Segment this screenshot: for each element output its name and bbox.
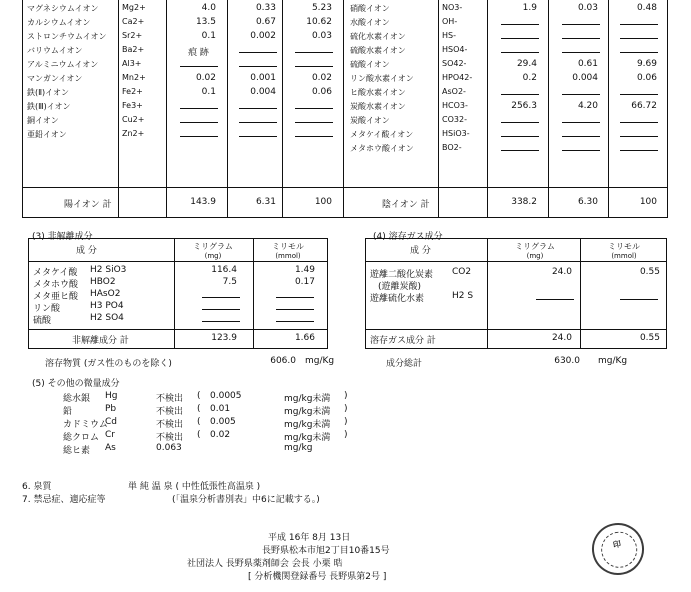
- cation-total-pct: 100: [314, 197, 332, 207]
- anion-mmol-5: 0.004: [572, 73, 598, 83]
- anion-pct-dash-8: [620, 122, 658, 123]
- section4-name-0: 遊離二酸化炭素: [370, 270, 434, 280]
- cation-mg-6: 0.1: [201, 87, 216, 97]
- anion-mg-dash-6: [501, 94, 539, 95]
- cation-name-3: バリウムイオン: [27, 46, 83, 55]
- anion-formula-8: CO32-: [442, 115, 467, 124]
- cation-total-mg: 143.9: [190, 197, 216, 207]
- section3-formula-0: H2 SiO3: [90, 265, 127, 275]
- cation-formula-5: Mn2+: [122, 73, 146, 82]
- anion-pct-0: 0.48: [636, 3, 657, 13]
- section5-formula-0: Hg: [105, 391, 118, 401]
- cation-pct-dash-7: [295, 108, 333, 109]
- section3-mmol-1: 0.17: [294, 277, 315, 287]
- anion-total-label: 陰イオン 計: [382, 200, 430, 210]
- section5-formula-3: Cr: [105, 430, 115, 440]
- cation-mg-1: 13.5: [195, 17, 216, 27]
- seal-text: 印: [612, 539, 622, 550]
- top-col-divider-1: [118, 0, 119, 218]
- anion-name-8: 炭酸イオン: [350, 116, 390, 125]
- section5-status-3: 不検出: [156, 433, 184, 443]
- section5-unit-3: mg/kg未満: [284, 433, 331, 443]
- anion-formula-3: HSO4-: [442, 45, 468, 54]
- anion-pct-dash-9: [620, 136, 658, 137]
- section5-limit-1: 0.01: [210, 404, 231, 414]
- section3-mmol-dash-4: [276, 321, 314, 322]
- cation-pct-5: 0.02: [311, 73, 332, 83]
- section5-limit-2: 0.005: [210, 417, 236, 427]
- section3-name-2: メタ亜ヒ酸: [33, 292, 79, 302]
- anion-pct-7: 66.72: [631, 101, 657, 111]
- anion-formula-7: HCO3-: [442, 101, 468, 110]
- cation-mg-0: 4.0: [201, 3, 216, 13]
- cation-formula-9: Zn2+: [122, 129, 145, 138]
- anion-mmol-7: 4.20: [577, 101, 598, 111]
- anion-pct-dash-2: [620, 38, 658, 39]
- anion-mg-4: 29.4: [516, 59, 537, 69]
- cation-name-8: 銅イオン: [27, 116, 59, 125]
- anion-mmol-4: 0.61: [577, 59, 598, 69]
- section3-formula-3: H3 PO4: [90, 301, 124, 311]
- anion-formula-5: HPO42-: [442, 73, 473, 82]
- anion-name-6: ヒ酸水素イオン: [350, 88, 406, 97]
- cation-pct-6: 0.06: [311, 87, 332, 97]
- cation-pct-1: 10.62: [306, 17, 332, 27]
- section3-total-mmol: 1.66: [294, 333, 315, 343]
- cation-pct-dash-8: [295, 122, 333, 123]
- section3-mg-dash-3: [202, 309, 240, 310]
- section5-open-0: (: [197, 391, 201, 401]
- top-col-divider-3: [227, 0, 228, 218]
- section4-total-line: [365, 329, 667, 330]
- cation-mg-5: 0.02: [195, 73, 216, 83]
- cation-name-7: 鉄(Ⅲ)イオン: [27, 102, 71, 111]
- cation-mg-3: 痕 跡: [188, 48, 209, 58]
- cation-mmol-0: 0.33: [255, 3, 276, 13]
- section3-mg-dash-2: [202, 297, 240, 298]
- cation-mmol-dash-9: [239, 136, 277, 137]
- section5-name-2: カドミウム: [63, 420, 108, 430]
- anion-name-7: 炭酸水素イオン: [350, 102, 406, 111]
- section4-col-divider-1: [487, 238, 488, 349]
- section3-col-divider-2: [253, 238, 254, 349]
- anion-name-3: 硫酸水素イオン: [350, 46, 406, 55]
- anion-mmol-0: 0.03: [577, 3, 598, 13]
- anion-name-10: メタホウ酸イオン: [350, 144, 414, 153]
- cation-mg-dash-7: [180, 108, 218, 109]
- section5-open-1: (: [197, 404, 201, 414]
- item7-value: (「温泉分析書別表」中6に記載する。): [172, 495, 320, 505]
- section4-total-mg: 24.0: [551, 333, 572, 343]
- section3-formula-4: H2 SO4: [90, 313, 124, 323]
- cation-mmol-dash-4: [239, 66, 277, 67]
- overall-unit: mg/Kg: [598, 356, 628, 366]
- section4-mg-dash-1: [536, 299, 574, 300]
- top-col-divider-8: [608, 0, 609, 218]
- top-table-left-border: [22, 0, 23, 218]
- cation-pct-dash-9: [295, 136, 333, 137]
- cation-mmol-5: 0.001: [250, 73, 276, 83]
- cation-mg-dash-4: [180, 66, 218, 67]
- overall-value: 630.0: [554, 356, 580, 366]
- cation-formula-0: Mg2+: [122, 3, 146, 12]
- anion-mg-dash-10: [501, 150, 539, 151]
- item6-label: 6. 泉質: [22, 482, 52, 492]
- section4-formula-0: CO2: [452, 267, 472, 277]
- cation-formula-3: Ba2+: [122, 45, 145, 54]
- official-seal: [587, 518, 649, 580]
- cation-formula-1: Ca2+: [122, 17, 145, 26]
- section3-total-mg: 123.9: [211, 333, 237, 343]
- section3-total-label: 非解離成分 計: [72, 336, 129, 346]
- section3-formula-1: HBO2: [90, 277, 116, 287]
- anion-name-0: 硝酸イオン: [350, 4, 390, 13]
- anion-formula-9: HSiO3-: [442, 129, 470, 138]
- section4-header-mg: ミリグラム: [515, 242, 555, 251]
- section4-sub-0: (遊離炭酸): [378, 282, 422, 292]
- registration-number: [ 分析機関登録番号 長野県第2号 ]: [248, 572, 387, 582]
- section3-mg-0: 116.4: [211, 265, 237, 275]
- cation-formula-4: Al3+: [122, 59, 142, 68]
- anion-mmol-dash-2: [562, 38, 600, 39]
- top-col-divider-6: [487, 0, 488, 218]
- section5-unit-2: mg/kg未満: [284, 420, 331, 430]
- section3-mmol-0: 1.49: [294, 265, 315, 275]
- anion-pct-5: 0.06: [636, 73, 657, 83]
- section5-limit-3: 0.02: [210, 430, 231, 440]
- section5-name-4: 総ヒ素: [63, 446, 91, 456]
- cation-mg-dash-9: [180, 136, 218, 137]
- section4-mmol-0: 0.55: [639, 267, 660, 277]
- section3-mmol-dash-2: [276, 297, 314, 298]
- organization: 社団法人 長野県薬剤師会 会長 小栗 晧: [187, 559, 343, 569]
- section4-name-1: 遊離硫化水素: [370, 294, 425, 304]
- anion-formula-0: NO3-: [442, 3, 463, 12]
- cation-formula-7: Fe3+: [122, 101, 143, 110]
- cation-mmol-6: 0.004: [250, 87, 276, 97]
- section3-header-mg: ミリグラム: [193, 242, 233, 251]
- cation-mmol-dash-7: [239, 108, 277, 109]
- section4-mg-0: 24.0: [551, 267, 572, 277]
- cation-name-5: マンガンイオン: [27, 74, 83, 83]
- anion-mmol-dash-9: [562, 136, 600, 137]
- anion-mg-dash-9: [501, 136, 539, 137]
- section5-limit-0: 0.0005: [210, 391, 242, 401]
- cation-name-9: 亜鉛イオン: [27, 130, 67, 139]
- section4-title: (4) 溶存ガス成分: [373, 232, 443, 242]
- anion-pct-dash-3: [620, 52, 658, 53]
- anion-pct-dash-10: [620, 150, 658, 151]
- anion-total-mg: 338.2: [511, 197, 537, 207]
- cation-formula-2: Sr2+: [122, 31, 143, 40]
- cation-name-4: アルミニウムイオン: [27, 60, 99, 69]
- section3-name-1: メタホウ酸: [33, 280, 79, 290]
- section5-status-4: 0.063: [156, 443, 182, 453]
- cation-formula-6: Fe2+: [122, 87, 143, 96]
- section5-name-1: 鉛: [63, 407, 73, 417]
- top-table-middle-border: [343, 0, 344, 218]
- anion-mg-dash-3: [501, 52, 539, 53]
- anion-mmol-dash-10: [562, 150, 600, 151]
- anion-total-mmol: 6.30: [577, 197, 598, 207]
- section4-header-line: [365, 261, 667, 262]
- cation-mmol-2: 0.002: [250, 31, 276, 41]
- anion-pct-dash-1: [620, 24, 658, 25]
- section5-formula-2: Cd: [105, 417, 117, 427]
- section3-col-divider-1: [174, 238, 175, 349]
- cation-formula-8: Cu2+: [122, 115, 145, 124]
- anion-name-2: 硫化水素イオン: [350, 32, 406, 41]
- anion-pct-4: 9.69: [636, 59, 657, 69]
- section5-close-1: ): [344, 404, 348, 414]
- top-col-divider-2: [166, 0, 167, 218]
- cation-name-6: 鉄(Ⅱ)イオン: [27, 88, 69, 97]
- section3-header-component: 成 分: [76, 246, 97, 256]
- anion-formula-6: AsO2-: [442, 87, 466, 96]
- cation-mmol-dash-8: [239, 122, 277, 123]
- anion-mmol-dash-1: [562, 24, 600, 25]
- anion-mg-dash-1: [501, 24, 539, 25]
- section5-status-0: 不検出: [156, 394, 184, 404]
- cation-mg-2: 0.1: [201, 31, 216, 41]
- cation-mg-dash-8: [180, 122, 218, 123]
- anion-name-9: メタケイ酸イオン: [350, 130, 414, 139]
- anion-mg-5: 0.2: [522, 73, 537, 83]
- anion-formula-10: BO2-: [442, 143, 462, 152]
- section5-close-0: ): [344, 391, 348, 401]
- section5-unit-1: mg/kg未満: [284, 407, 331, 417]
- anion-mmol-dash-6: [562, 94, 600, 95]
- section4-col-divider-2: [580, 238, 581, 349]
- section5-status-2: 不検出: [156, 420, 184, 430]
- dissolved-value: 606.0: [270, 356, 296, 366]
- anion-name-1: 水酸イオン: [350, 18, 390, 27]
- dissolved-label: 溶存物質 (ガス性のものを除く): [45, 359, 172, 369]
- section5-unit-4: mg/kg: [284, 443, 313, 453]
- anion-mg-7: 256.3: [511, 101, 537, 111]
- section5-status-1: 不検出: [156, 407, 184, 417]
- section4-header-mmol-unit: (mmol): [611, 252, 637, 260]
- section3-header-mg-unit: (mg): [204, 252, 222, 260]
- anion-total-pct: 100: [639, 197, 657, 207]
- section3-mg-dash-4: [202, 321, 240, 322]
- section3-formula-2: HAsO2: [90, 289, 121, 299]
- section4-header-mg-unit: (mg): [526, 252, 544, 260]
- section3-total-line: [28, 329, 328, 330]
- section3-header-mmol-unit: (mmol): [275, 252, 301, 260]
- anion-name-5: リン酸水素イオン: [350, 74, 414, 83]
- issue-date: 平成 16年 8月 13日: [268, 533, 351, 543]
- overall-label: 成分総計: [386, 359, 423, 369]
- section5-unit-0: mg/kg未満: [284, 394, 331, 404]
- anion-name-4: 硫酸イオン: [350, 60, 390, 69]
- section4-header-mmol: ミリモル: [608, 242, 640, 251]
- cation-pct-dash-4: [295, 66, 333, 67]
- section5-formula-4: As: [105, 443, 116, 453]
- address: 長野県松本市旭2丁目10番15号: [262, 546, 390, 556]
- section5-formula-1: Pb: [105, 404, 117, 414]
- section5-name-3: 総クロム: [63, 433, 100, 443]
- section5-name-0: 総水銀: [63, 394, 91, 404]
- anion-formula-2: HS-: [442, 31, 456, 40]
- section5-close-2: ): [344, 417, 348, 427]
- cation-name-1: カルシウムイオン: [27, 18, 91, 27]
- anion-formula-4: SO42-: [442, 59, 467, 68]
- section3-mmol-dash-3: [276, 309, 314, 310]
- anion-mmol-dash-8: [562, 122, 600, 123]
- cation-name-2: ストロンチウムイオン: [27, 32, 107, 41]
- top-col-divider-4: [282, 0, 283, 218]
- anion-formula-1: OH-: [442, 17, 458, 26]
- cation-total-mmol: 6.31: [255, 197, 276, 207]
- cation-pct-2: 0.03: [311, 31, 332, 41]
- anion-pct-dash-6: [620, 94, 658, 95]
- anion-mg-0: 1.9: [522, 3, 537, 13]
- section5-open-3: (: [197, 430, 201, 440]
- section3-title: (3) 非解離成分: [32, 232, 93, 242]
- section4-header-component: 成 分: [410, 246, 431, 256]
- cation-name-0: マグネシウムイオン: [27, 4, 99, 13]
- section4-formula-1: H2 S: [452, 291, 474, 301]
- cation-pct-0: 5.23: [311, 3, 332, 13]
- cation-mmol-dash-3: [239, 52, 277, 53]
- dissolved-unit: mg/Kg: [305, 356, 335, 366]
- section5-title: (5) その他の微量成分: [32, 379, 120, 389]
- section3-header-line: [28, 261, 328, 262]
- section3-header-mmol: ミリモル: [272, 242, 304, 251]
- section3-name-4: 硫酸: [33, 316, 52, 326]
- section4-total-label: 溶存ガス成分 計: [370, 336, 436, 346]
- anion-mmol-dash-3: [562, 52, 600, 53]
- section5-close-3: ): [344, 430, 348, 440]
- top-col-divider-5: [438, 0, 439, 218]
- top-col-divider-7: [548, 0, 549, 218]
- cation-pct-dash-3: [295, 52, 333, 53]
- item6-value: 単 純 温 泉 ( 中性低張性高温泉 ): [128, 482, 261, 492]
- section3-name-0: メタケイ酸: [33, 268, 78, 278]
- section3-mg-1: 7.5: [222, 277, 237, 287]
- section5-open-2: (: [197, 417, 201, 427]
- section4-total-mmol: 0.55: [639, 333, 660, 343]
- anion-mg-dash-8: [501, 122, 539, 123]
- section3-name-3: リン酸: [33, 304, 61, 314]
- item7-label: 7. 禁忌症、適応症等: [22, 495, 106, 505]
- anion-mg-dash-2: [501, 38, 539, 39]
- top-table-right-border: [667, 0, 668, 218]
- cation-mmol-1: 0.67: [255, 17, 276, 27]
- section4-mmol-dash-1: [620, 299, 658, 300]
- cation-total-label: 陽イオン 計: [64, 200, 112, 210]
